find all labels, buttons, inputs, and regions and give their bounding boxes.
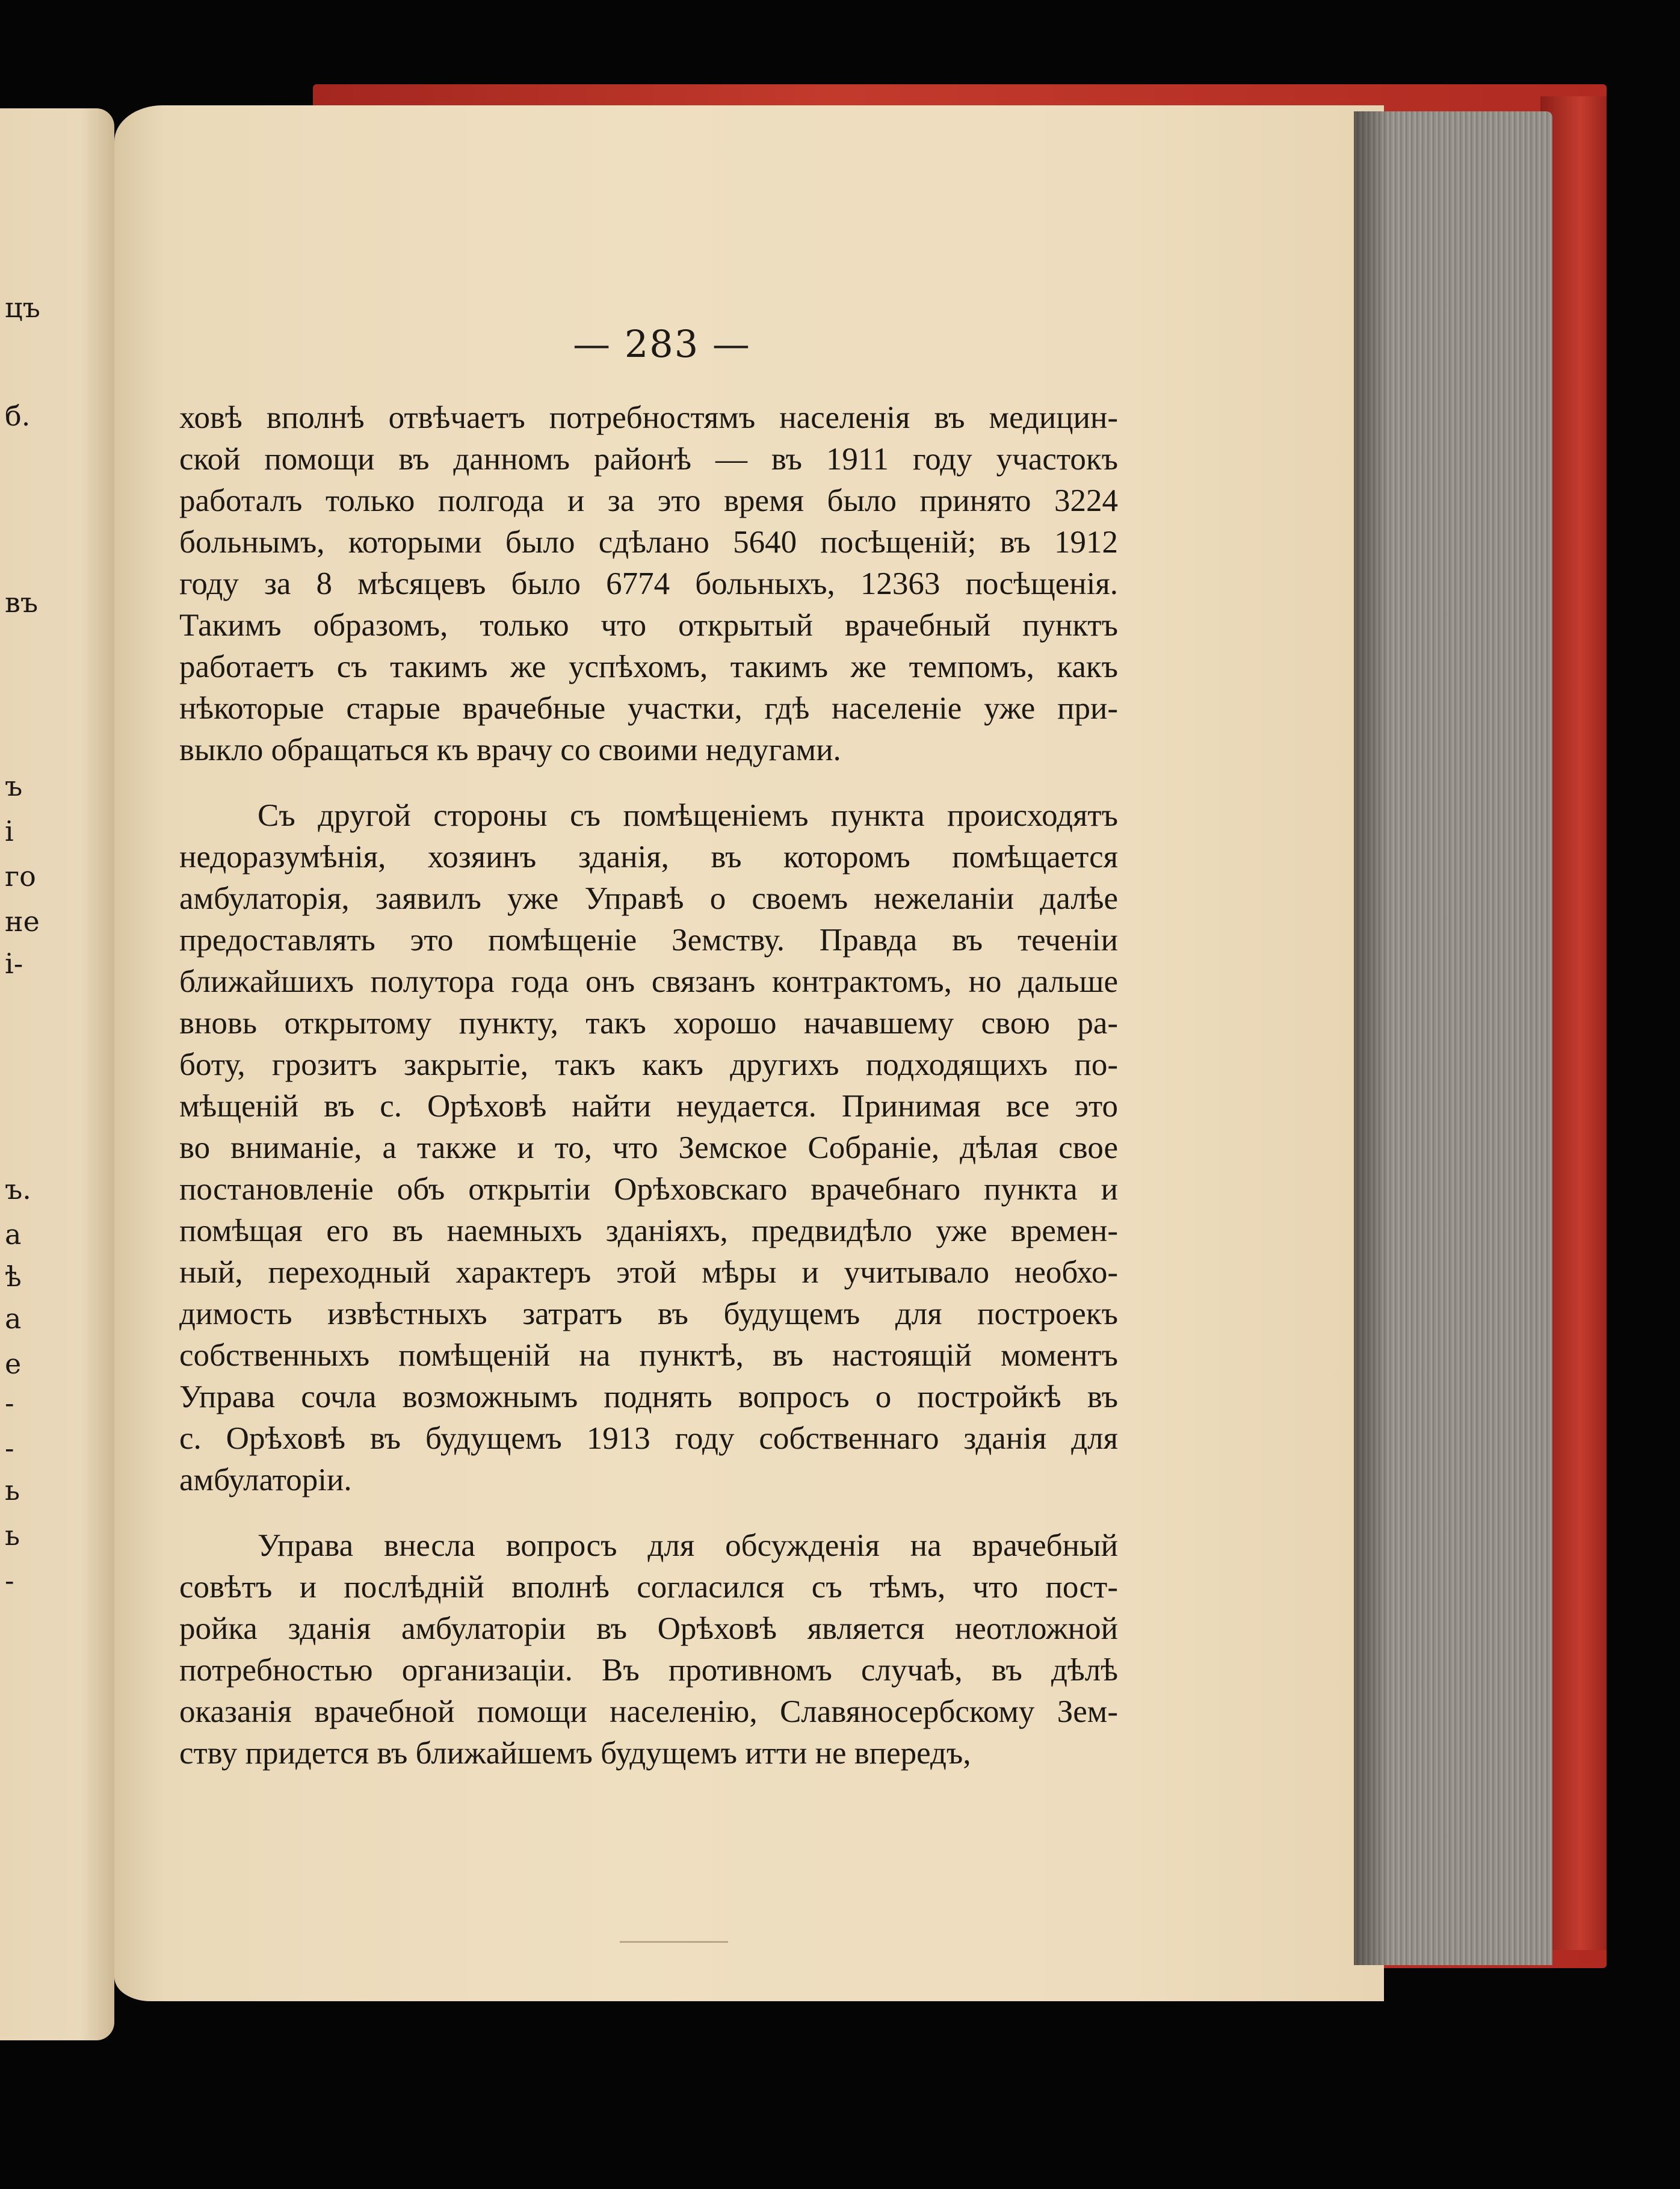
- text-line: Управа сочла возможнымъ поднять вопросъ о постройкѣ въ: [179, 1379, 1118, 1414]
- bottom-rule: [620, 1941, 728, 1943]
- left-page-fragment: -: [5, 1387, 14, 1419]
- text-line: работаетъ съ такимъ же успѣхомъ, такимъ же темпомъ, какъ: [179, 649, 1118, 684]
- left-page-fragment: ѣ: [5, 1260, 22, 1293]
- paragraph-gap: [179, 771, 1118, 795]
- text-line: совѣтъ и послѣдній вполнѣ согласился съ тѣмъ, что пост-: [179, 1570, 1118, 1605]
- paragraph: [179, 795, 1118, 1501]
- body-text: [179, 397, 1118, 1774]
- text-line: постановленіе объ открытіи Орѣховскаго врачебнаго пункта и: [179, 1172, 1118, 1207]
- text-line: собственныхъ помѣщеній на пунктѣ, въ настоящій моментъ: [179, 1338, 1118, 1373]
- left-page-fragment: і-: [5, 947, 23, 980]
- left-page-fragment: ь: [5, 1519, 20, 1552]
- text-line: димость извѣстныхъ затратъ въ будущемъ для построекъ: [179, 1296, 1118, 1331]
- left-page-fragment: а: [5, 1302, 22, 1335]
- text-line: помѣщая его въ наемныхъ зданіяхъ, предвидѣло уже времен-: [179, 1213, 1118, 1248]
- left-page-fragment: -: [5, 1432, 14, 1464]
- text-line: ближайшихъ полутора года онъ связанъ контрактомъ, но дальше: [179, 964, 1118, 999]
- text-line: предоставлять это помѣщеніе Земству. Правда въ теченіи: [179, 923, 1118, 958]
- left-page-fragment: го: [5, 860, 36, 893]
- page-number: — 283 —: [573, 322, 751, 366]
- left-page-fragment: ь: [5, 1474, 20, 1506]
- paragraph: [179, 397, 1118, 771]
- text-line: ству придется въ ближайшемъ будущемъ итти не впередъ,: [179, 1736, 971, 1771]
- left-page-fragment: ъ: [5, 770, 23, 802]
- text-line: недоразумѣнія, хозяинъ зданія, въ которомъ помѣщается: [179, 840, 1118, 875]
- text-line: амбулаторія, заявилъ уже Управѣ о своемъ нежеланіи далѣе: [179, 881, 1118, 916]
- text-line: нѣкоторые старые врачебные участки, гдѣ населеніе уже при-: [179, 691, 1118, 726]
- left-page-fragment: а: [5, 1218, 22, 1251]
- text-line: работалъ только полгода и за это время было принято 3224: [179, 483, 1118, 518]
- text-line: больнымъ, которыми было сдѣлано 5640 посѣщеній; въ 1912: [179, 525, 1118, 560]
- text-line: мѣщеній въ с. Орѣховѣ найти неудается. Принимая все это: [179, 1089, 1118, 1124]
- left-page-fragment: б.: [5, 400, 31, 432]
- text-line: Съ другой стороны съ помѣщеніемъ пункта происходятъ: [258, 798, 1118, 833]
- paragraph-gap: [179, 1501, 1118, 1525]
- left-page-fragment: -: [5, 1564, 14, 1597]
- text-line: году за 8 мѣсяцевъ было 6774 больныхъ, 12363 посѣщенія.: [179, 566, 1118, 601]
- left-page-fragment: е: [5, 1348, 22, 1380]
- text-line: оказанія врачебной помощи населенію, Славяносербскому Зем-: [179, 1694, 1118, 1729]
- text-line: с. Орѣховѣ въ будущемъ 1913 году собственнаго зданія для: [179, 1421, 1118, 1456]
- text-line: вновь открытому пункту, такъ хорошо начавшему свою ра-: [179, 1006, 1118, 1041]
- text-line: амбулаторіи.: [179, 1463, 352, 1497]
- left-page-fragment: ъ.: [5, 1173, 31, 1206]
- left-page-fragment: не: [5, 905, 40, 938]
- text-line: Такимъ образомъ, только что открытый врачебный пунктъ: [179, 608, 1118, 643]
- text-line: ройка зданія амбулаторіи въ Орѣховѣ является неотложной: [179, 1611, 1118, 1646]
- paragraph: [179, 1525, 1118, 1774]
- text-line: ный, переходный характеръ этой мѣры и учитывало необхо-: [179, 1255, 1118, 1290]
- text-line: потребностью организаціи. Въ противномъ случаѣ, въ дѣлѣ: [179, 1653, 1118, 1688]
- text-line: ской помощи въ данномъ районѣ — въ 1911 году участокъ: [179, 442, 1118, 477]
- left-page: [0, 108, 114, 2040]
- left-page-fragment: цъ: [5, 291, 40, 324]
- text-line: ховѣ вполнѣ отвѣчаетъ потребностямъ населенія въ медицин-: [179, 400, 1118, 435]
- left-page-fragment: і: [5, 815, 14, 847]
- page-block-shadow: [1354, 111, 1390, 1965]
- text-line: выкло обращаться къ врачу со своими недугами.: [179, 732, 841, 767]
- text-line: боту, грозитъ закрытіе, такъ какъ другихъ подходящихъ по-: [179, 1047, 1118, 1082]
- text-line: во вниманіе, а также и то, что Земское Собраніе, дѣлая свое: [179, 1130, 1118, 1165]
- left-page-fragment: въ: [5, 586, 39, 619]
- text-line: Управа внесла вопросъ для обсужденія на врачебный: [258, 1528, 1118, 1563]
